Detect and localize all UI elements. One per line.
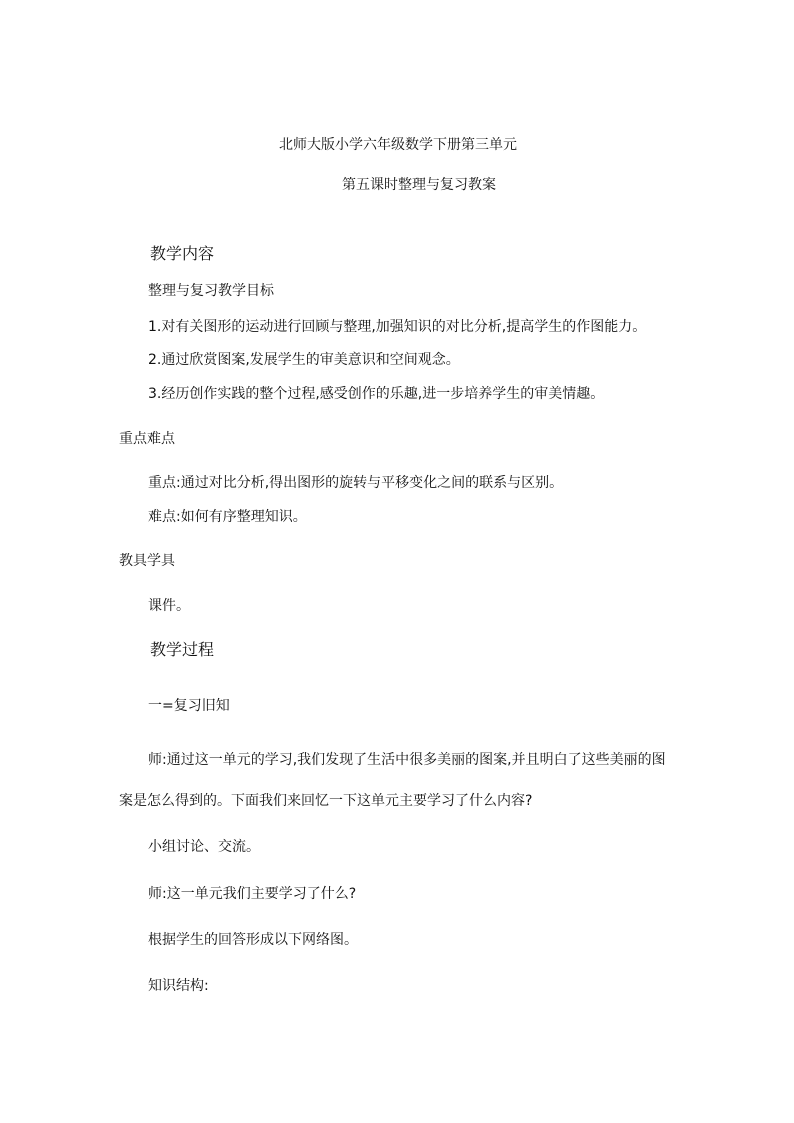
paragraph-line: 案是怎么得到的。下面我们来回忆一下这单元主要学习了什么内容? xyxy=(119,793,533,809)
tools-text: 课件。 xyxy=(148,598,190,614)
paragraph: 知识结构: xyxy=(148,978,209,994)
document-subtitle: 第五课时整理与复习教案 xyxy=(342,177,496,193)
step-heading: 一=复习旧知 xyxy=(148,698,230,714)
paragraph-line: 师:通过这一单元的学习,我们发现了生活中很多美丽的图案,并且明白了这些美丽的图 xyxy=(148,752,666,768)
goal-item: 3.经历创作实践的整个过程,感受创作的乐趣,进一步培养学生的审美情趣。 xyxy=(148,386,605,402)
goals-heading: 整理与复习教学目标 xyxy=(148,283,274,299)
key-point: 重点:通过对比分析,得出图形的旋转与平移变化之间的联系与区别。 xyxy=(148,475,564,491)
paragraph: 根据学生的回答形成以下网络图。 xyxy=(148,932,358,948)
goal-item: 2.通过欣赏图案,发展学生的审美意识和空间观念。 xyxy=(148,352,460,368)
goal-item: 1.对有关图形的运动进行回顾与整理,加强知识的对比分析,提高学生的作图能力。 xyxy=(148,319,647,335)
section-heading-content: 教学内容 xyxy=(150,244,215,263)
section-heading-key-points: 重点难点 xyxy=(119,431,175,447)
paragraph: 师:这一单元我们主要学习了什么? xyxy=(148,886,357,902)
section-heading-process: 教学过程 xyxy=(150,640,215,659)
paragraph: 小组讨论、交流。 xyxy=(148,839,260,855)
document-title: 北师大版小学六年级数学下册第三单元 xyxy=(279,137,517,153)
section-heading-tools: 教具学具 xyxy=(119,553,175,569)
difficult-point: 难点:如何有序整理知识。 xyxy=(148,509,307,525)
